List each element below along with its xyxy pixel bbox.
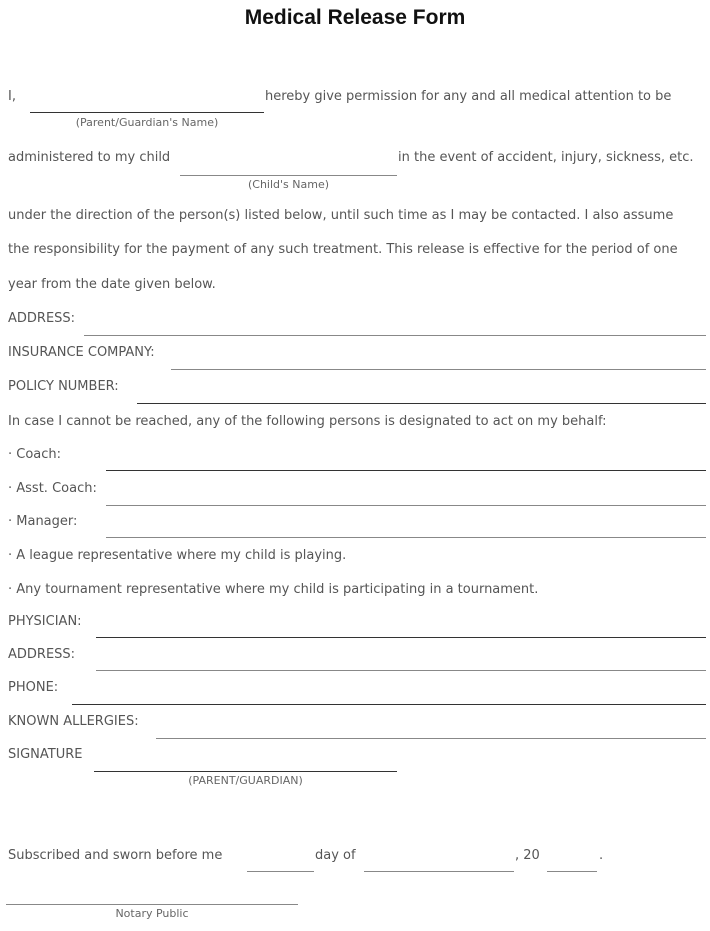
physician-address-field[interactable] (96, 670, 706, 671)
allergies-field[interactable] (156, 738, 706, 739)
i-label: I, (8, 89, 16, 104)
insurance-field[interactable] (171, 369, 706, 370)
asst-coach-field[interactable] (106, 505, 706, 506)
child-name-caption: (Child's Name) (247, 178, 330, 191)
paragraph-line-1: under the direction of the person(s) listed below, until such time as I may be contacted. I also assume (8, 208, 674, 223)
period-text: . (599, 848, 604, 863)
signature-label: SIGNATURE (8, 747, 83, 762)
physician-address-label: ADDRESS: (8, 647, 76, 662)
form-title: Medical Release Form (244, 6, 466, 29)
phone-label: PHONE: (8, 680, 59, 695)
year-field[interactable] (547, 871, 597, 872)
day-of-text: day of (315, 848, 356, 863)
policy-label: POLICY NUMBER: (8, 379, 119, 394)
league-text: · A league representative where my child is playing. (8, 548, 347, 563)
child-name-field[interactable] (180, 175, 397, 176)
day-field[interactable] (247, 871, 314, 872)
coach-field[interactable] (106, 470, 706, 471)
notary-signature-field[interactable] (6, 904, 298, 905)
allergies-label: KNOWN ALLERGIES: (8, 714, 139, 729)
phone-field[interactable] (72, 704, 706, 705)
physician-field[interactable] (96, 637, 706, 638)
designation-text: In case I cannot be reached, any of the following persons is designated to act on my behalf: (8, 414, 607, 429)
permission-text: hereby give permission for any and all medical attention to be (265, 89, 672, 104)
year-prefix-text: , 20 (515, 848, 540, 863)
address-field[interactable] (84, 335, 706, 336)
asst-coach-label: · Asst. Coach: (8, 481, 97, 496)
address-label: ADDRESS: (8, 311, 76, 326)
paragraph-line-2: the responsibility for the payment of any such treatment. This release is effective for the period of one (8, 242, 678, 257)
manager-label: · Manager: (8, 514, 78, 529)
subscribed-text: Subscribed and sworn before me (8, 848, 223, 863)
notary-caption: Notary Public (115, 907, 189, 920)
parent-name-field[interactable] (30, 112, 264, 113)
physician-label: PHYSICIAN: (8, 614, 82, 629)
month-field[interactable] (364, 871, 514, 872)
insurance-label: INSURANCE COMPANY: (8, 345, 155, 360)
policy-field[interactable] (137, 403, 706, 404)
manager-field[interactable] (106, 537, 706, 538)
administered-text: administered to my child (8, 150, 171, 165)
event-text: in the event of accident, injury, sickness, etc. (398, 150, 694, 165)
paragraph-line-3: year from the date given below. (8, 277, 216, 292)
signature-caption: (PARENT/GUARDIAN) (188, 774, 303, 787)
tournament-text: · Any tournament representative where my child is participating in a tournament. (8, 582, 539, 597)
coach-label: · Coach: (8, 447, 62, 462)
signature-field[interactable] (94, 771, 397, 772)
parent-name-caption: (Parent/Guardian's Name) (75, 116, 219, 129)
